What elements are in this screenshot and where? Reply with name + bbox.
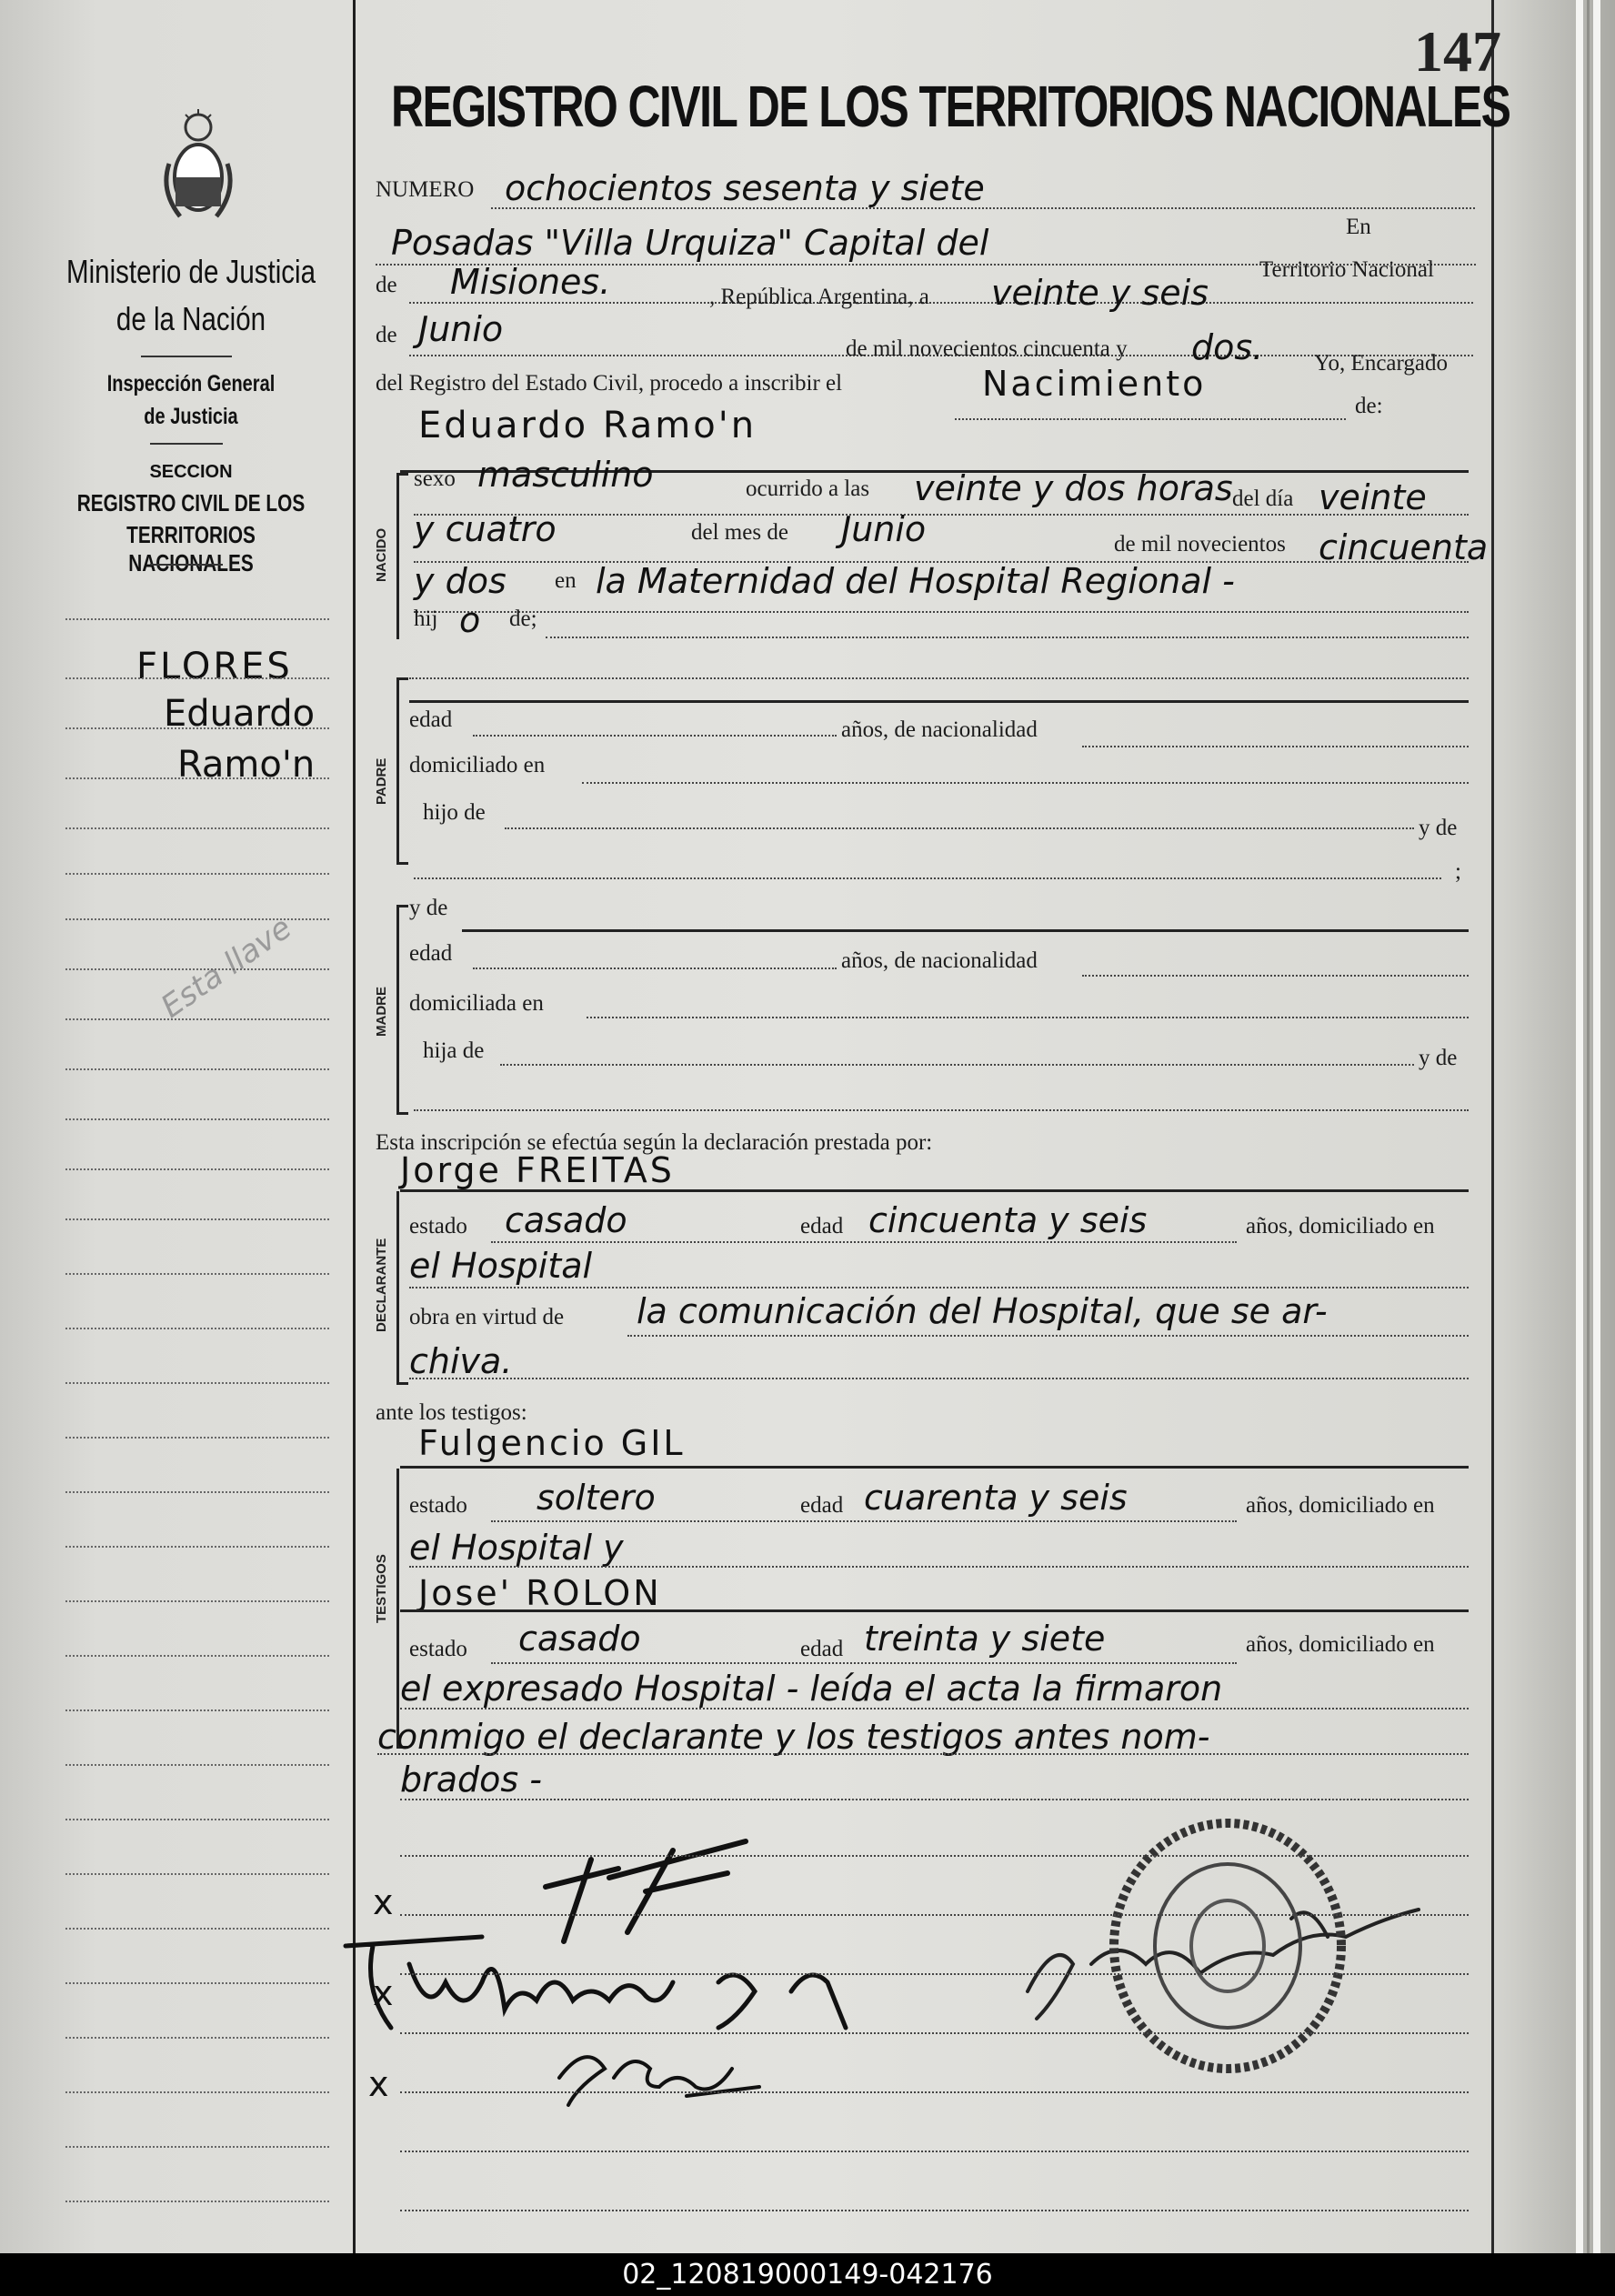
fill-line [414,611,1469,613]
fill-line [414,1109,1469,1111]
closing-text: brados - [400,1760,542,1800]
testigo2-domicilio: el expresado Hospital - leída el acta la firmaron [400,1669,1223,1709]
ledger-line [65,2091,329,2093]
rule [462,929,1469,932]
dia-value-cont: y cuatro [414,509,557,549]
edad-label: edad [800,1214,844,1238]
testigo2-name: Jose' ROLON [418,1573,662,1613]
inspection-title: Inspección General [106,371,276,396]
margin-given-name: Ramo'n [177,744,316,786]
section-bracket [396,905,408,1115]
ledger-line [65,1068,329,1070]
ministry-title: Ministerio de Justicia [66,253,316,290]
fill-line [377,1753,1469,1755]
testigos-label: ante los testigos: [376,1400,527,1425]
ledger-line [65,1218,329,1220]
ledger-line [65,1437,329,1439]
de-label: de [376,323,397,347]
ledger-line [65,873,329,875]
fill-line [491,1662,1237,1664]
ledger-line [65,1382,329,1384]
domicilio-label: domiciliada en [409,991,544,1016]
page-edge [1587,0,1590,2253]
act-type: Nacimiento [982,364,1207,404]
obra-value-cont: chiva. [409,1341,513,1381]
ledger-line [65,777,329,779]
divider [150,564,223,566]
fill-line [400,1799,1469,1800]
ledger-line [65,1709,329,1711]
ocurrido-label: ocurrido a las [746,476,870,501]
year-value: dos. [1191,327,1264,367]
page-number: 147 [1414,19,1501,84]
ledger-line [65,918,329,920]
declarante-estado: casado [505,1200,627,1240]
testigo1-name: Fulgencio GIL [418,1423,686,1463]
signature-testigo1 [336,1928,991,2037]
year-label: de mil novecientos cincuenta y [846,336,1128,361]
edad-label: edad [409,707,453,732]
section-bracket [396,1191,408,1385]
fill-line [409,1378,1469,1379]
declarante-side-label: DECLARANTE [374,1238,389,1332]
hij-de-label: de; [509,607,537,631]
nacido-side-label: NACIDO [374,527,389,582]
hij-value: o [459,600,481,640]
signature-mark: x [373,1882,394,1922]
republica-label: , República Argentina, a [709,285,929,309]
signature-mark: x [373,1973,394,2013]
fill-line [409,1566,1469,1568]
declarante-name: Jorge FREITAS [400,1150,675,1190]
closing-text: conmigo el declarante y los testigos antes nom- [377,1717,1210,1757]
fill-line [414,877,1441,879]
ledger-line [65,1168,329,1170]
obra-label: obra en virtud de [409,1305,565,1329]
territory-value: Misiones. [450,262,611,302]
rule [409,700,1469,703]
dia-value: veinte [1319,477,1427,517]
mil-label: de mil novecientos [1114,532,1286,556]
testigo1-estado: soltero [537,1478,656,1518]
pencil-note: Esta llave [155,909,299,1026]
fill-line [409,677,1469,679]
ledger-line [65,1328,329,1329]
place-value: Posadas "Villa Urquiza" Capital del [391,223,989,263]
declarante-edad: cincuenta y seis [868,1200,1148,1240]
fill-line [400,2091,1469,2093]
estado-label: estado [409,1493,467,1518]
fill-line [500,1064,1414,1066]
ledger-line [65,1873,329,1875]
signature-testigo2 [550,2032,768,2114]
ministry-title: de la Nación [115,300,266,337]
ledger-line [65,618,329,620]
official-seal-stamp [1100,1814,1355,2078]
estado-label: estado [409,1214,467,1238]
fill-line [1082,975,1469,977]
rule [400,1466,1469,1469]
domicilio-label: años, domiciliado en [1246,1632,1435,1657]
nacionalidad-label: años, de nacionalidad [841,717,1038,742]
declaracion-label: Esta inscripción se efectúa según la declaración prestada por: [376,1130,933,1155]
fill-line [1082,746,1469,747]
page-edge [1576,0,1583,2253]
ledger-line [65,1928,329,1930]
margin-divider [353,0,356,2253]
hijo-label: hijo de [423,800,486,825]
testigo2-edad: treinta y siete [864,1619,1106,1659]
section-label: SECCION [149,462,233,482]
ledger-line [65,677,329,679]
numero-label: NUMERO [376,177,475,202]
section-bracket [396,677,408,865]
coat-of-arms-icon [162,109,235,227]
fill-line [491,1520,1237,1522]
fill-line [400,2210,1469,2211]
ledger-line [65,1600,329,1602]
y-de-label: y de [409,896,448,920]
fill-line [409,302,1473,304]
fill-line [582,782,1469,784]
right-margin-line [1491,0,1494,2253]
mes-label: del mes de [691,520,788,545]
divider [141,356,232,357]
domicilio-label: años, domiciliado en [1246,1493,1435,1518]
month-value: Junio [418,309,504,349]
inspection-title: de Justicia [144,404,238,429]
encargado-label: Yo, Encargado [1314,351,1448,376]
anio-value-cont: y dos [414,561,507,601]
ledger-line [65,727,329,729]
ledger-line [65,1118,329,1120]
fill-line [414,514,1469,516]
section-title: TERRITORIOS NACIONALES [126,521,256,577]
child-name: Eduardo Ramo'n [418,405,757,446]
fill-line [400,2032,1469,2034]
territorio-label: Territorio Nacional [1259,257,1434,282]
testigo1-domicilio: el Hospital y [409,1528,624,1568]
fill-line [587,1017,1469,1018]
ledger-line [65,1819,329,1820]
semicolon: ; [1455,859,1461,884]
fill-line [473,735,837,737]
section-title: REGISTRO CIVIL DE LOS [76,489,306,516]
fill-line [955,418,1346,420]
ledger-line [65,1546,329,1548]
fill-line [400,1973,1469,1975]
fill-line [400,1855,1469,1857]
domicilio-label: años, domiciliado en [1246,1214,1435,1238]
declarante-domicilio: el Hospital [409,1246,593,1286]
testigos-side-label: TESTIGOS [374,1554,389,1623]
rule [400,1189,1469,1192]
sexo-value: masculino [477,455,654,495]
ledger-line [65,1655,329,1657]
en-label: En [1346,215,1371,239]
ledger-line [65,2146,329,2148]
madre-side-label: MADRE [374,987,389,1037]
ledger-line [65,1764,329,1766]
ledger-line [65,1982,329,1984]
testigo1-edad: cuarenta y seis [864,1478,1128,1518]
margin-surname: FLORES [136,646,293,687]
de-label: de: [1355,394,1383,418]
y-de-label: y de [1419,1046,1458,1070]
fill-line [505,827,1414,829]
en-label: en [555,568,577,593]
fill-line [409,1287,1469,1288]
padre-side-label: PADRE [374,757,389,805]
fill-line [627,1335,1469,1337]
obra-value: la comunicación del Hospital, que se ar- [637,1291,1328,1331]
anio-value: cincuenta [1319,527,1489,567]
divider [150,443,223,445]
day-value: veinte y seis [991,273,1209,313]
sexo-label: sexo [414,466,456,491]
hija-label: hija de [423,1038,485,1063]
de-label: de [376,273,397,297]
registro-label: del Registro del Estado Civil, procedo a inscribir el [376,371,843,396]
domicilio-label: domiciliado en [409,753,546,777]
ledger-line [65,1018,329,1020]
scan-id-footer: 02_120819000149-042176 [0,2253,1615,2296]
ledger-line [65,1491,329,1493]
nacionalidad-label: años, de nacionalidad [841,948,1038,973]
fill-line [400,1914,1469,1916]
edad-label: edad [409,941,453,966]
fill-line [546,637,1469,638]
margin-given-name: Eduardo [164,693,316,735]
fill-line [491,1241,1237,1243]
hij-label: hij [414,607,438,631]
mes-value: Junio [841,509,927,549]
signature-mark: x [368,2064,389,2104]
ledger-line [65,827,329,829]
dia-label: del día [1232,486,1294,511]
hora-value: veinte y dos horas [914,468,1233,508]
numero-value: ochocientos sesenta y siete [505,168,985,208]
fill-line [473,968,837,969]
fill-line [400,1708,1469,1709]
ledger-line [65,968,329,970]
page-title: REGISTRO CIVIL DE LOS TERRITORIOS NACIONALES [391,74,1510,139]
y-de-label: y de [1419,816,1458,840]
ledger-line [65,2037,329,2039]
estado-label: estado [409,1637,467,1661]
edad-label: edad [800,1493,844,1518]
birth-place: la Maternidad del Hospital Regional - [596,561,1235,601]
ledger-line [65,1273,329,1275]
section-bracket [396,473,408,639]
fill-line [400,2151,1469,2152]
page-edge [1593,0,1600,2253]
testigo2-estado: casado [518,1619,641,1659]
rule [400,1609,1469,1612]
edad-label: edad [800,1637,844,1661]
ledger-line [65,2201,329,2202]
